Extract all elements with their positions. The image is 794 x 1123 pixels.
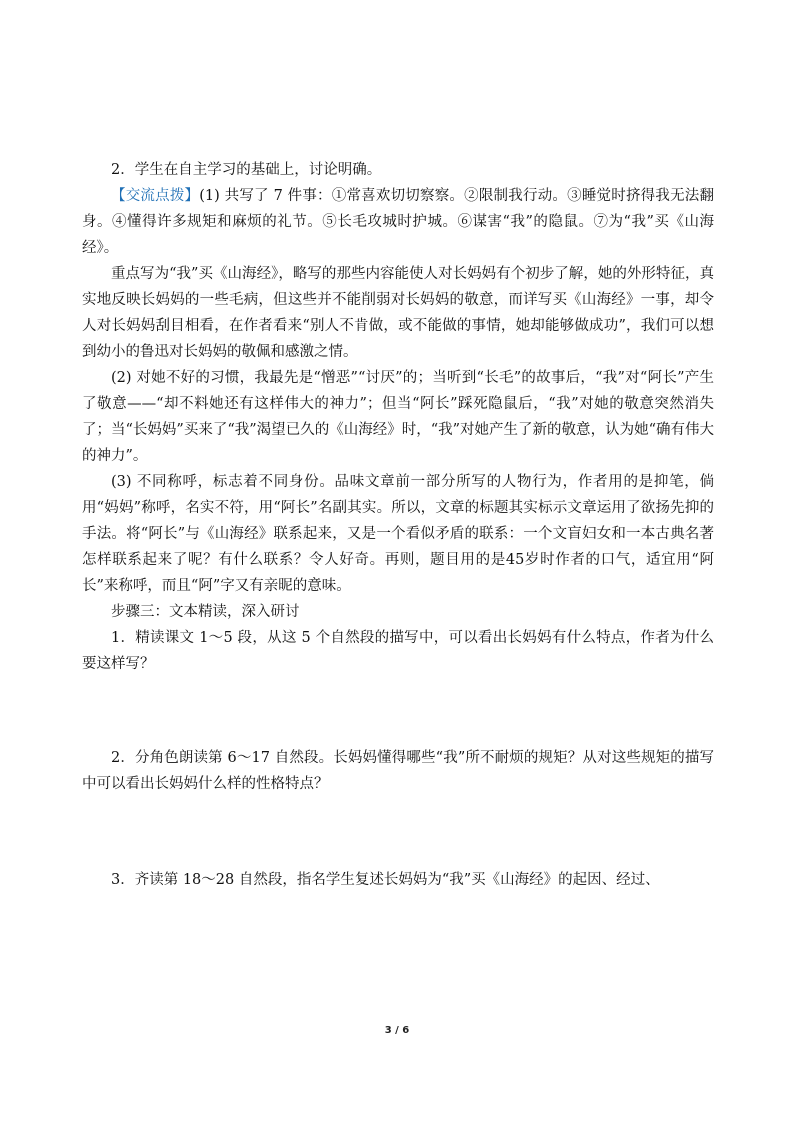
answer-space-two [82,797,714,867]
question-two: 2．分角色朗读第 6～17 自然段。长妈妈懂得哪些“我”所不耐烦的规矩？从对这些规矩的描写中可以看出长妈妈什么样的性格特点？ [82,750,714,792]
answer-space-one [82,677,714,745]
document-body [82,157,714,893]
question-three: 3．齐读第 18～28 自然段，指名学生复述长妈妈为“我”买《山海经》的起因、经过、 [111,872,660,888]
paragraph-attitude-change: (2) 对她不好的习惯，我最先是“憎恶”“讨厌”的；当听到“长毛”的故事后，“我”对“阿长”产生了敬意——“却不料她还有这样伟大的神力”；但当“阿长”踩死隐鼠后，“我”对她的敬意突然消失了；当“长妈妈”买来了“我”渴望已久的《山海经》时，“我”对她产生了新的敬意，认为她“确有伟大的神力”。 [82,370,714,464]
paragraph-focus-writing: 重点写为“我”买《山海经》，略写的那些内容能使人对长妈妈有个初步了解，她的外形特征，真实地反映长妈妈的一些毛病，但这些并不能削弱对长妈妈的敬意，而详写买《山海经》一事，却令人对长妈妈刮目相看，在作者看来“别人不肯做，或不能做的事情，她却能够做成功”，我们可以想到幼小的鲁迅对长妈妈的敬佩和感激之情。 [82,266,714,360]
page-number: 3 / 6 [384,1025,410,1036]
paragraph-title-meaning: (3) 不同称呼，标志着不同身份。品味文章前一部分所写的人物行为，作者用的是抑笔，倘用“妈妈”称呼，名实不符，用“阿长”名副其实。所以，文章的标题其实标示文章运用了欲扬先抑的手法。将“阿长”与《山海经》联系起来，又是一个看似矛盾的联系：一个文盲妇女和一本古典名著怎样联系起来了呢？有什么联系？令人好奇。再则，题目用的是45岁时作者的口气，适宜用“阿长”来称呼，而且“阿”字又有亲昵的意味。 [82,474,714,594]
section-heading-step-three: 步骤三：文本精读，深入研讨 [111,604,300,620]
exchange-guide-text: (1) 共写了 7 件事：①常喜欢切切察察。②限制我行动。③睡觉时挤得我无法翻身。④懂得许多规矩和麻烦的礼节。⑤长毛攻城时护城。⑥谋害“我”的隐鼠。⑦为“我”买《山海经》。 [82,188,715,256]
question-one: 1．精读课文 1～5 段，从这 5 个自然段的描写中，可以看出长妈妈有什么特点，作者为什么要这样写？ [82,630,714,672]
exchange-guide-tag: 【交流点拨】 [111,188,200,204]
paragraph-exchange-guide [82,183,714,261]
paragraph-discussion: 2．学生在自主学习的基础上，讨论明确。 [111,162,382,178]
